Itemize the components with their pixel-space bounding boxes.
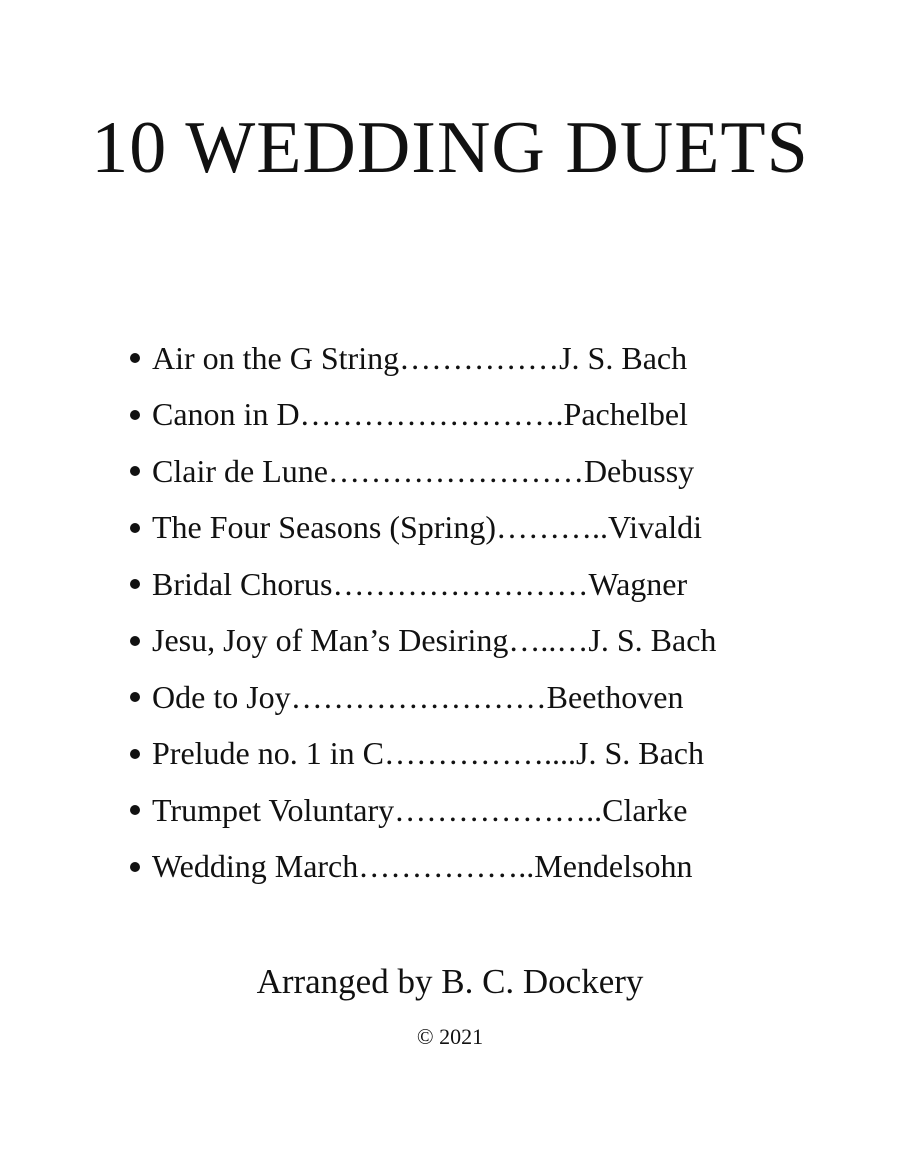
piece-entry: Canon in D…………………….Pachelbel	[152, 396, 688, 433]
piece-entry: Wedding March……………..Mendelsohn	[152, 848, 693, 885]
list-item	[130, 613, 795, 670]
bullet-icon	[130, 410, 140, 420]
piece-entry: Air on the G String……………J. S. Bach	[152, 339, 688, 376]
list-item	[130, 839, 795, 896]
bullet-icon	[130, 692, 140, 702]
list-item	[130, 782, 795, 839]
piece-entry: The Four Seasons (Spring)………..Vivaldi	[152, 509, 703, 546]
piece-entry: Clair de Lune……………………Debussy	[152, 452, 695, 489]
list-item	[130, 726, 795, 783]
piece-entry: Ode to Joy……………………Beethoven	[152, 678, 684, 715]
table-of-contents	[130, 330, 795, 895]
bullet-icon	[130, 523, 140, 533]
list-item	[130, 669, 795, 726]
bullet-icon	[130, 749, 140, 759]
arranger-credit: Arranged by B. C. Dockery	[256, 962, 644, 1001]
bullet-icon	[130, 805, 140, 815]
piece-entry: Trumpet Voluntary………………..Clarke	[152, 791, 688, 828]
list-item	[130, 556, 795, 613]
bullet-icon	[130, 636, 140, 646]
bullet-icon	[130, 353, 140, 363]
bullet-icon	[130, 579, 140, 589]
piece-entry: Prelude no. 1 in C……………....J. S. Bach	[152, 735, 704, 772]
list-item	[130, 387, 795, 444]
copyright-notice: © 2021	[416, 1024, 484, 1049]
piece-entry: Bridal Chorus……………………Wagner	[152, 565, 688, 602]
list-item	[130, 500, 795, 557]
piece-entry: Jesu, Joy of Man’s Desiring…..…J. S. Bach	[152, 622, 717, 659]
page-title: 10 WEDDING DUETS	[91, 107, 809, 189]
list-item	[130, 330, 795, 387]
bullet-icon	[130, 862, 140, 872]
list-item	[130, 443, 795, 500]
bullet-icon	[130, 466, 140, 476]
